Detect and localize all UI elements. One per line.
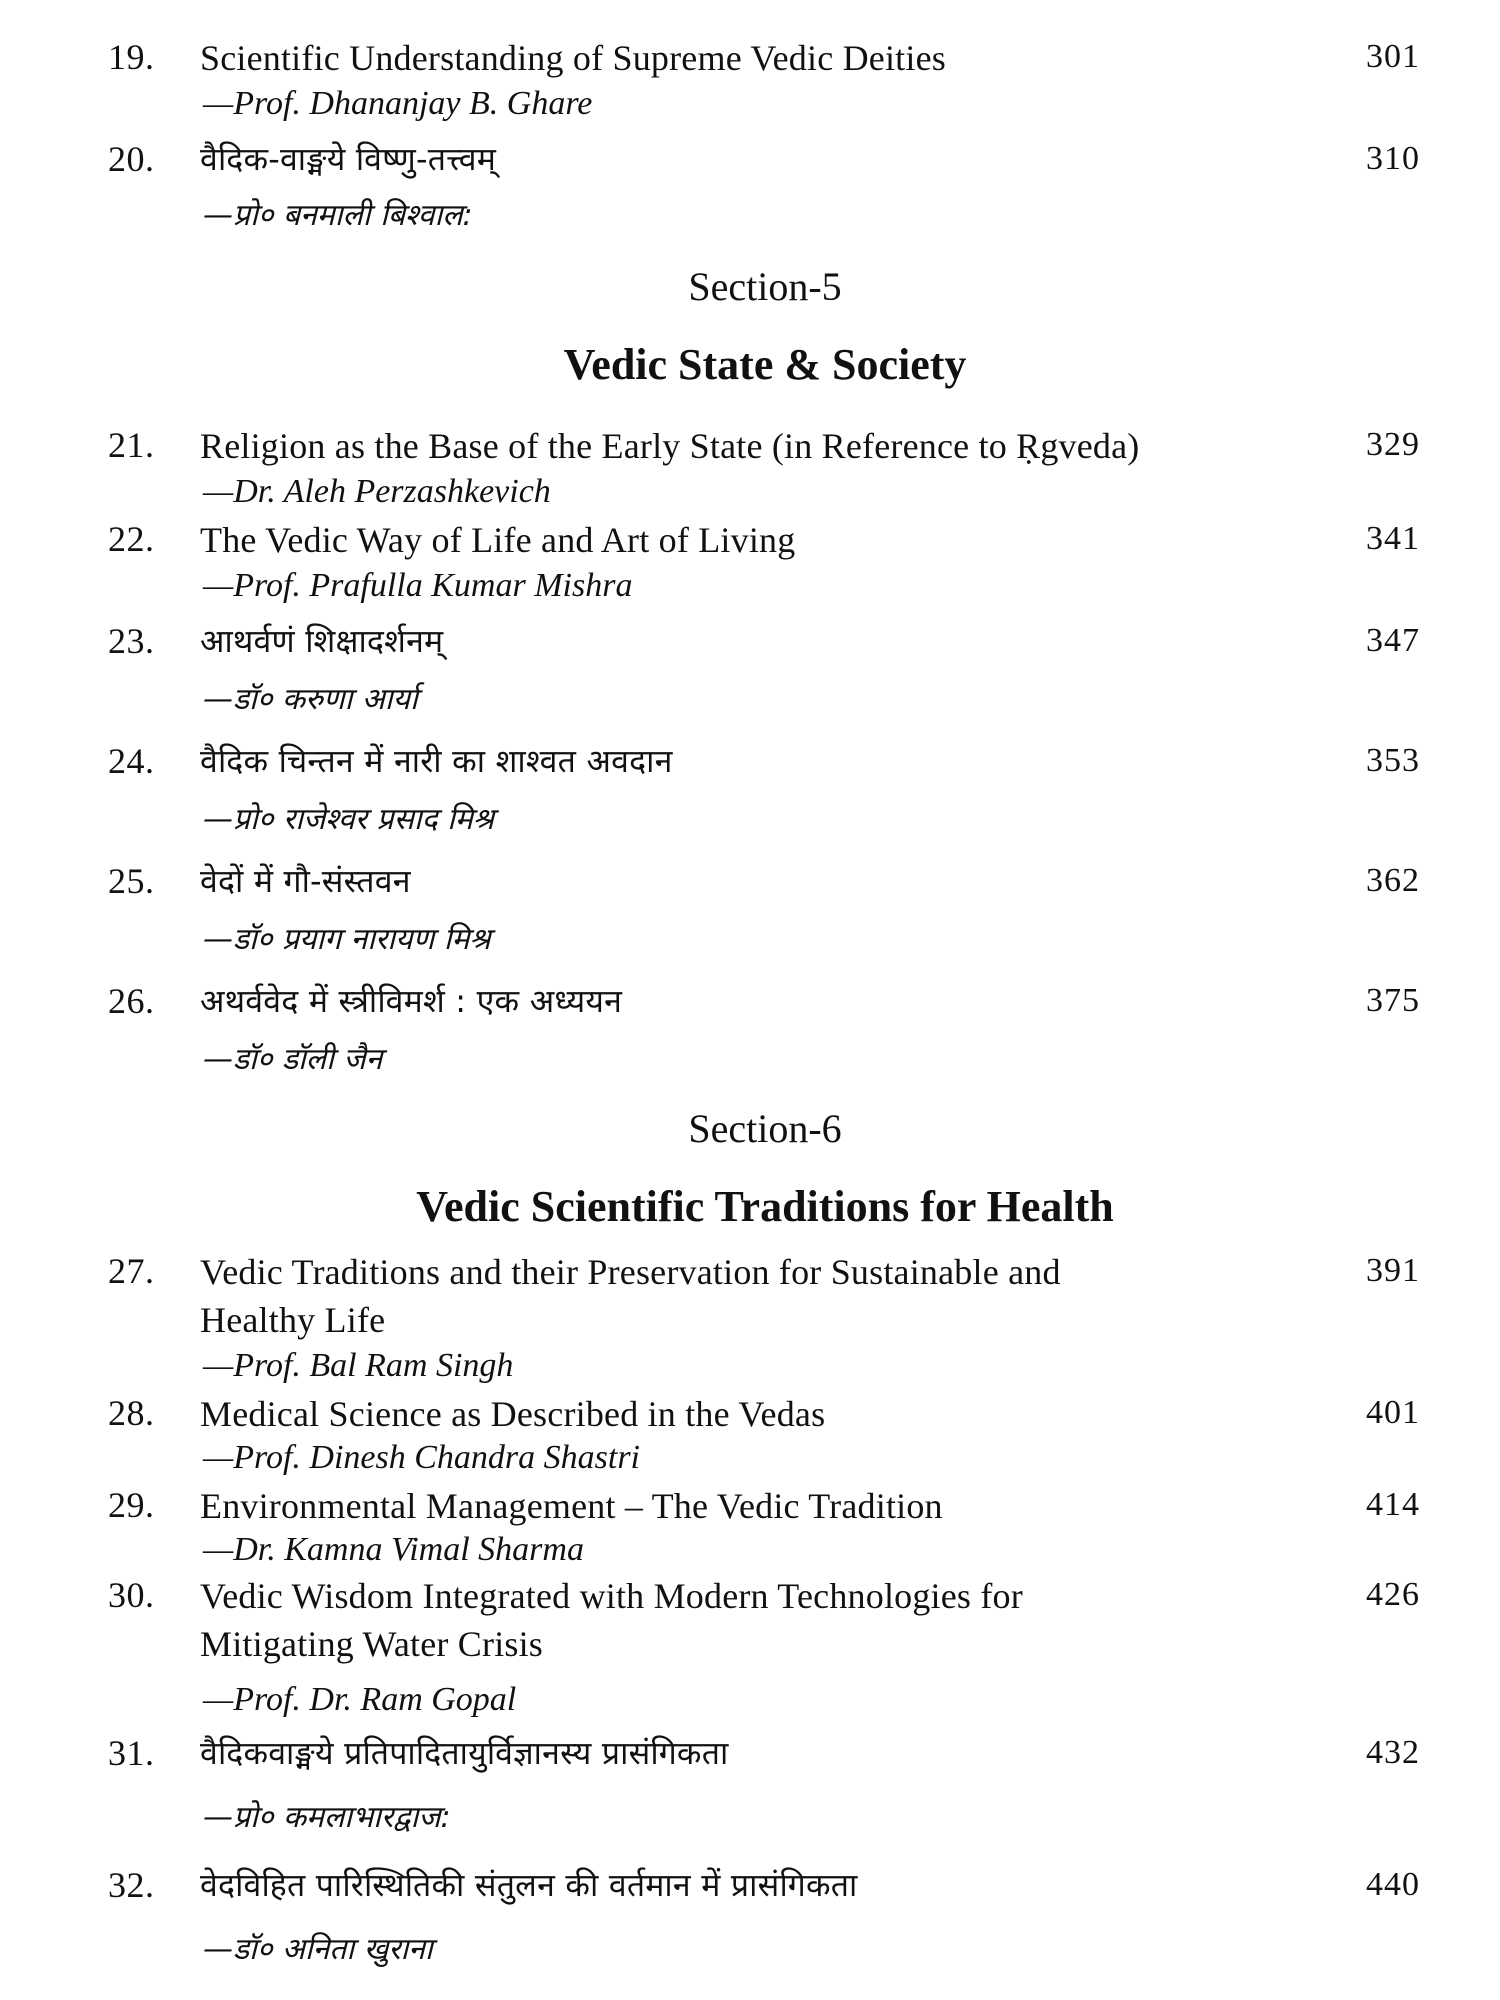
entry-title: वेदविहित पारिस्थितिकी संतुलन की वर्तमान में प्रासंगिकता: [200, 1866, 858, 1904]
entry-title: Medical Science as Described in the Vedas: [200, 1394, 826, 1434]
entry-title: वैदिक-वाङ्मये विष्णु-तत्त्वम्: [200, 140, 497, 178]
section-5-label: Section-5: [688, 264, 842, 309]
entry-title: वेदों में गौ-संस्तवन: [200, 862, 411, 900]
entry-title: The Vedic Way of Life and Art of Living: [200, 520, 796, 560]
entry-page-number: 401: [1366, 1394, 1420, 1431]
entry-title: अथर्ववेद में स्त्रीविमर्श : एक अध्ययन: [200, 982, 623, 1020]
entry-title-line-1: Vedic Traditions and their Preservation for Sustainable and: [200, 1252, 1061, 1292]
entry-title: वैदिक चिन्तन में नारी का शाश्वत अवदान: [200, 742, 673, 780]
entry-number: 24.: [108, 741, 155, 781]
entry-author: —प्रो० राजेश्वर प्रसाद मिश्र: [203, 802, 495, 837]
entry-title-line-2: Healthy Life: [200, 1300, 386, 1340]
entry-author: —डॉ० डॉली जैन: [203, 1042, 383, 1077]
section-5-title: Vedic State & Society: [563, 340, 967, 389]
entry-page-number: 341: [1366, 520, 1420, 557]
entry-page-number: 347: [1366, 622, 1420, 659]
entry-author: —प्रो० कमलाभारद्वाज:: [203, 1800, 451, 1835]
entry-number: 31.: [108, 1733, 155, 1773]
entry-author: —Prof. Dinesh Chandra Shastri: [203, 1439, 641, 1476]
entry-page-number: 362: [1366, 862, 1420, 899]
entry-author: —डॉ० अनिता खुराना: [203, 1932, 433, 1967]
entry-author: —डॉ० प्रयाग नारायण मिश्र: [203, 922, 491, 957]
entry-author: —Dr. Aleh Perzashkevich: [203, 473, 551, 510]
entry-page-number: 391: [1366, 1252, 1420, 1289]
entry-number: 20.: [108, 139, 155, 179]
entry-page-number: 432: [1366, 1734, 1420, 1771]
entry-number: 28.: [108, 1393, 155, 1433]
entry-number: 25.: [108, 861, 155, 901]
entry-page-number: 414: [1366, 1486, 1420, 1523]
entry-number: 29.: [108, 1485, 155, 1525]
entry-title: Religion as the Base of the Early State (in Reference to Ṛgveda): [200, 426, 1140, 466]
entry-number: 27.: [108, 1251, 155, 1291]
entry-author: —Prof. Prafulla Kumar Mishra: [203, 567, 633, 604]
entry-title-line-2: Mitigating Water Crisis: [200, 1624, 544, 1664]
entry-page-number: 329: [1366, 426, 1420, 463]
entry-number: 19.: [108, 37, 155, 77]
entry-page-number: 440: [1366, 1866, 1420, 1903]
entry-number: 21.: [108, 425, 155, 465]
entry-title: Scientific Understanding of Supreme Vedic Deities: [200, 38, 946, 78]
entry-number: 26.: [108, 981, 155, 1021]
entry-page-number: 310: [1366, 140, 1420, 177]
entry-author: —डॉ० करुणा आर्या: [203, 682, 418, 717]
entry-title: आथर्वणं शिक्षादर्शनम्: [200, 622, 444, 660]
entry-author: —Dr. Kamna Vimal Sharma: [203, 1531, 584, 1568]
entry-number: 23.: [108, 621, 155, 661]
entry-author: —Prof. Bal Ram Singh: [203, 1347, 514, 1384]
section-6-label: Section-6: [688, 1106, 842, 1151]
entry-page-number: 426: [1366, 1576, 1420, 1613]
entry-author: —Prof. Dhananjay B. Ghare: [203, 85, 593, 122]
entry-title-line-1: Vedic Wisdom Integrated with Modern Technologies for: [200, 1576, 1023, 1616]
entry-page-number: 301: [1366, 38, 1420, 75]
entry-page-number: 353: [1366, 742, 1420, 779]
section-6-title: Vedic Scientific Traditions for Health: [416, 1182, 1114, 1231]
entry-number: 22.: [108, 519, 155, 559]
entry-author: —Prof. Dr. Ram Gopal: [203, 1681, 517, 1718]
entry-title: Environmental Management – The Vedic Tradition: [200, 1486, 943, 1526]
entry-number: 32.: [108, 1865, 155, 1905]
entry-number: 30.: [108, 1575, 155, 1615]
entry-author: —प्रो० बनमाली बिश्वाल:: [203, 198, 473, 233]
entry-page-number: 375: [1366, 982, 1420, 1019]
entry-title: वैदिकवाङ्मये प्रतिपादितायुर्विज्ञानस्य प्रासंगिकता: [200, 1734, 729, 1772]
